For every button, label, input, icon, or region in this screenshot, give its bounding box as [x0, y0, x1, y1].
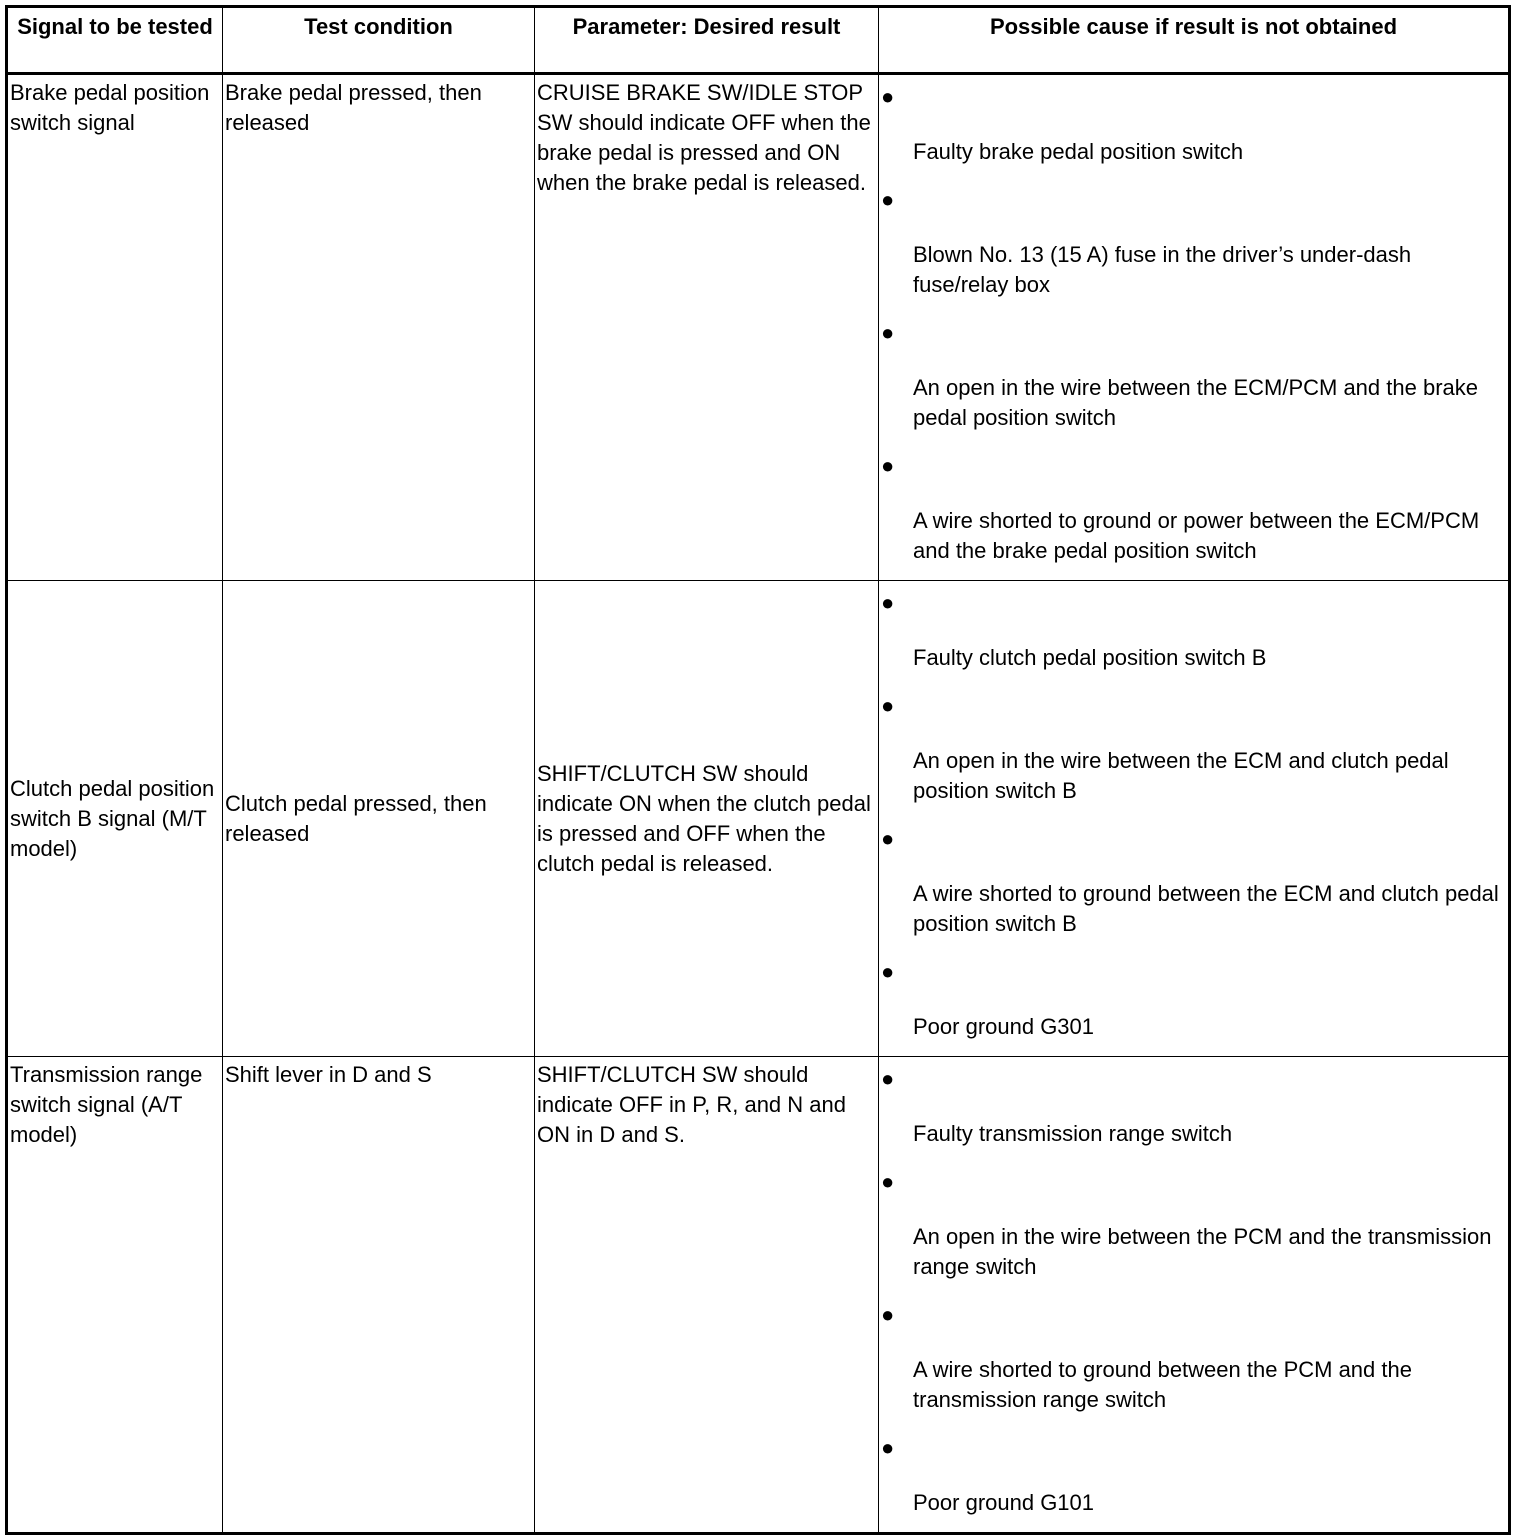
signal-cell: Transmission range switch signal (A/T model)	[7, 1057, 223, 1534]
header-test-condition: Test condition	[223, 7, 535, 74]
bullet-icon: ●	[881, 84, 895, 109]
cause-list	[881, 584, 1506, 1042]
cause-item	[881, 1163, 1506, 1282]
table-row	[7, 74, 1510, 581]
bullet-icon: ●	[881, 590, 895, 615]
cause-item	[881, 181, 1506, 300]
cause-text: Faulty transmission range switch	[913, 1121, 1233, 1146]
table-row	[7, 1057, 1510, 1534]
cause-text: Blown No. 13 (15 A) fuse in the driver’s under-dash fuse/relay box	[913, 242, 1430, 297]
cause-item	[881, 78, 1506, 167]
signal-cell: Brake pedal position switch signal	[7, 74, 223, 581]
parameter-cell: CRUISE BRAKE SW/IDLE STOP SW should indicate OFF when the brake pedal is pressed and ON when the brake pedal is released.	[535, 74, 879, 581]
cause-item	[881, 1429, 1506, 1518]
cause-item	[881, 1060, 1506, 1149]
cause-list	[881, 78, 1506, 566]
cause-text: An open in the wire between the PCM and the transmission range switch	[913, 1224, 1498, 1279]
parameter-cell: SHIFT/CLUTCH SW should indicate ON when the clutch pedal is pressed and OFF when the clutch pedal is released.	[535, 581, 879, 1057]
cause-item	[881, 314, 1506, 433]
causes-cell	[879, 74, 1510, 581]
cause-list	[881, 1060, 1506, 1518]
cause-item	[881, 820, 1506, 939]
cause-item	[881, 584, 1506, 673]
table-header-row	[7, 7, 1510, 74]
cause-text: An open in the wire between the ECM/PCM and the brake pedal position switch	[913, 375, 1485, 430]
parameter-cell: SHIFT/CLUTCH SW should indicate OFF in P, R, and N and ON in D and S.	[535, 1057, 879, 1534]
signal-cell: Clutch pedal position switch B signal (M/T model)	[7, 581, 223, 1057]
bullet-icon: ●	[881, 453, 895, 478]
bullet-icon: ●	[881, 693, 895, 718]
bullet-icon: ●	[881, 826, 895, 851]
cause-item	[881, 687, 1506, 806]
table-row	[7, 581, 1510, 1057]
condition-cell: Shift lever in D and S	[223, 1057, 535, 1534]
condition-cell: Brake pedal pressed, then released	[223, 74, 535, 581]
bullet-icon: ●	[881, 1435, 895, 1460]
cause-item	[881, 953, 1506, 1042]
bullet-icon: ●	[881, 320, 895, 345]
cause-text: Poor ground G101	[913, 1490, 1095, 1515]
cause-text: Faulty brake pedal position switch	[913, 139, 1244, 164]
cause-text: A wire shorted to ground between the PCM and the transmission range switch	[913, 1357, 1419, 1412]
troubleshooting-table	[5, 5, 1511, 1535]
header-signal: Signal to be tested	[7, 7, 223, 74]
cause-text: A wire shorted to ground or power between the ECM/PCM and the brake pedal position switch	[913, 508, 1486, 563]
cause-text: Faulty clutch pedal position switch B	[913, 645, 1267, 670]
causes-cell	[879, 581, 1510, 1057]
causes-cell	[879, 1057, 1510, 1534]
header-parameter: Parameter: Desired result	[535, 7, 879, 74]
bullet-icon: ●	[881, 187, 895, 212]
bullet-icon: ●	[881, 959, 895, 984]
cause-item	[881, 1296, 1506, 1415]
cause-text: Poor ground G301	[913, 1014, 1095, 1039]
cause-item	[881, 447, 1506, 566]
header-possible-cause: Possible cause if result is not obtained	[879, 7, 1510, 74]
bullet-icon: ●	[881, 1169, 895, 1194]
condition-cell: Clutch pedal pressed, then released	[223, 581, 535, 1057]
cause-text: A wire shorted to ground between the ECM and clutch pedal position switch B	[913, 881, 1505, 936]
bullet-icon: ●	[881, 1302, 895, 1327]
bullet-icon: ●	[881, 1066, 895, 1091]
cause-text: An open in the wire between the ECM and clutch pedal position switch B	[913, 748, 1455, 803]
